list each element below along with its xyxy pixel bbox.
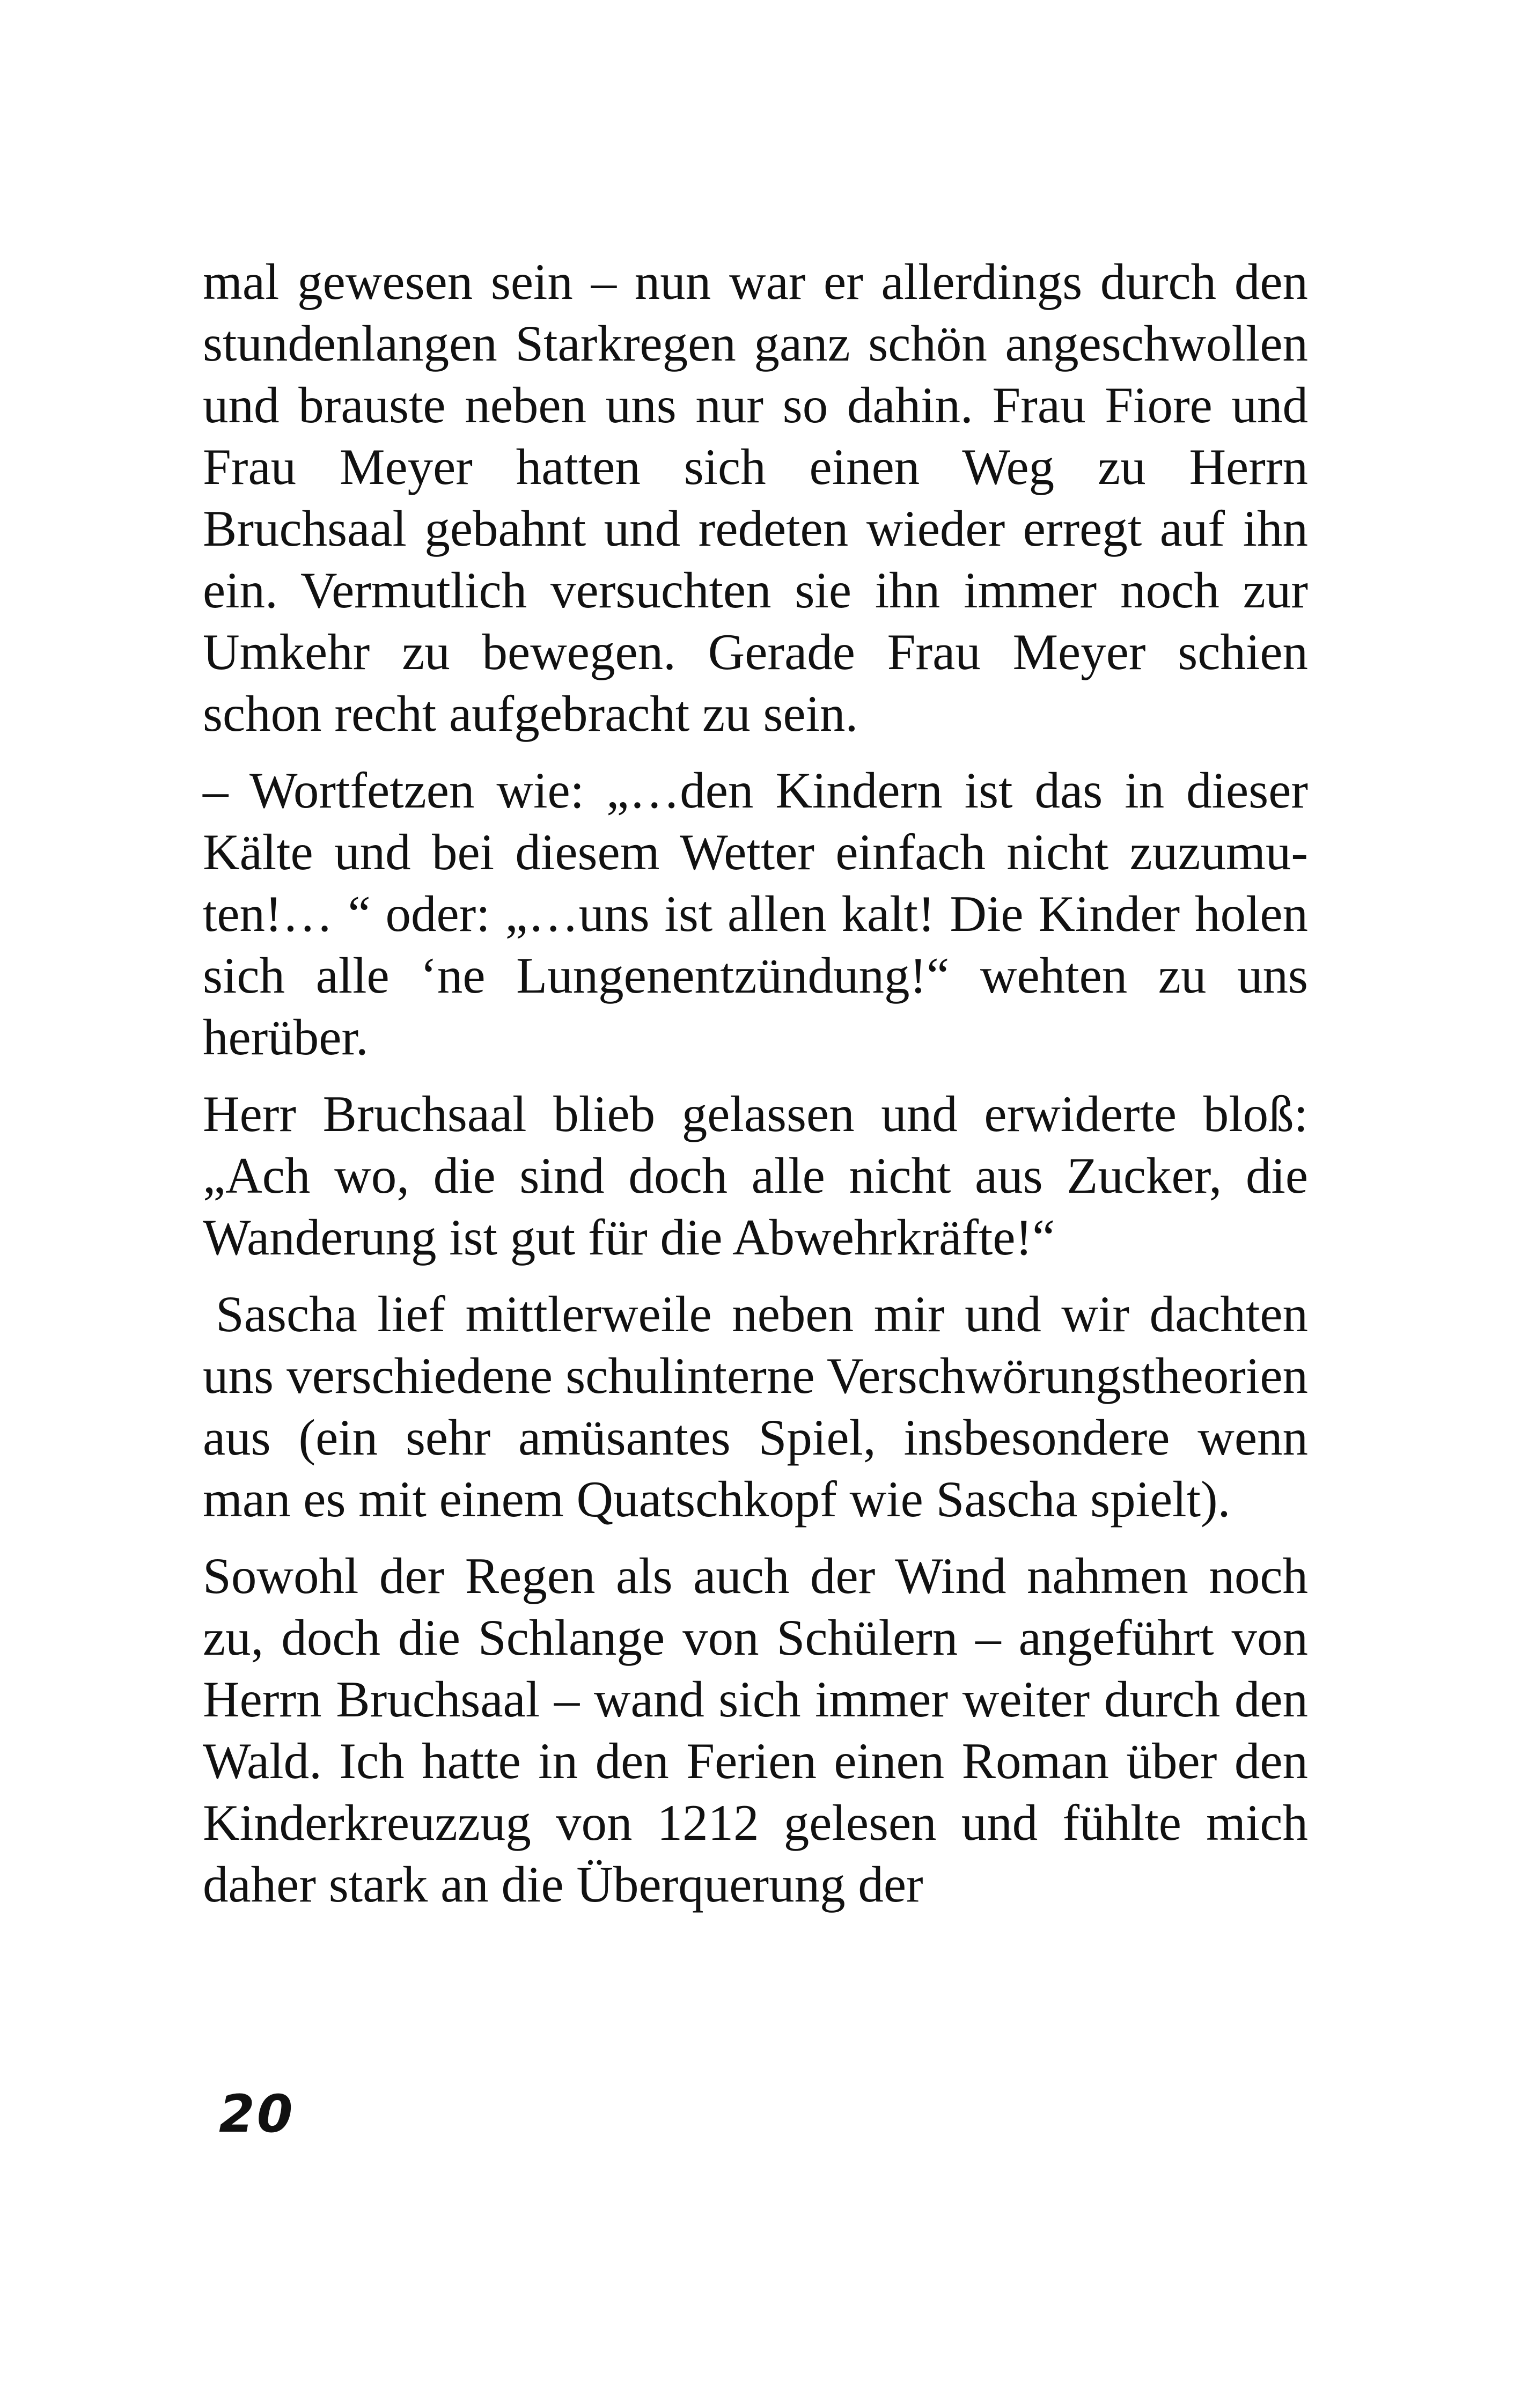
paragraph-3: Herr Bruchsaal blieb gelassen und erwiderte bloß: „Ach wo, die sind doch alle nicht aus Zucker, die Wanderung ist gut für die Abwehrkräfte!“	[203, 1085, 1308, 1266]
paragraph-1: mal gewesen sein – nun war er allerdings durch den stundenlangen Starkregen ganz schön angeschwollen und brauste neben uns nur so dahin. Frau Fiore und Frau Meyer hatten sich einen Weg zu Herrn Bruchsaal gebahnt und redeten wieder erregt auf ihn ein. Vermutlich versuchten sie ihn immer noch zur Umkehr zu bewegen. Gerade Frau Meyer schien schon recht aufgebracht zu sein.	[203, 253, 1308, 742]
paragraph-2: – Wortfetzen wie: „…den Kindern ist das in dieser Kälte und bei diesem Wetter einfach nicht zuzumuten!… “ oder: „…uns ist allen kalt! Die Kinder holen sich alle ‘ne Lungenentzündung!“ wehten zu uns herüber.	[203, 762, 1308, 1066]
paragraph-4: Sascha lief mittlerweile neben mir und wir dachten uns verschiedene schulinterne Verschwörungstheorien aus (ein sehr amüsantes Spiel, insbesondere wenn man es mit einem Quatschkopf wie Sascha spielt).	[203, 1286, 1308, 1528]
page-number: 20	[219, 2084, 295, 2144]
paragraph-5: Sowohl der Regen als auch der Wind nahmen noch zu, doch die Schlange von Schülern – angeführt von Herrn Bruchsaal – wand sich immer weiter durch den Wald. Ich hatte in den Ferien einen Roman über den Kinderkreuzzug von 1212 gelesen und fühlte mich daher stark an die Überquerung der	[203, 1547, 1308, 1913]
body-text	[203, 251, 1308, 1930]
